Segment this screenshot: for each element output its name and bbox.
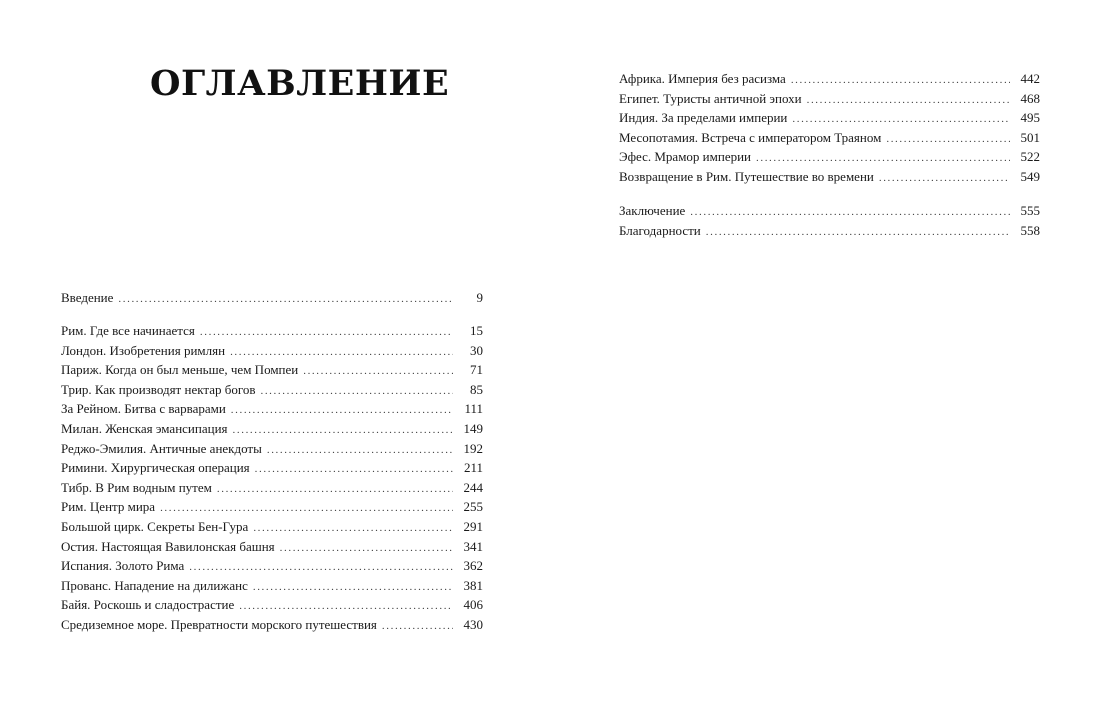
toc-entry-title: Римини. Хирургическая операция (61, 460, 250, 476)
toc-title: ОГЛАВЛЕНИЕ (150, 63, 450, 104)
toc-entry[interactable] (619, 221, 1040, 241)
toc-entry-title: Большой цирк. Секреты Бен-Гура (61, 518, 249, 534)
toc-outro-section (619, 201, 1040, 240)
toc-entry[interactable] (619, 167, 1040, 187)
toc-entry-page: 291 (463, 518, 483, 534)
toc-entry[interactable] (61, 399, 483, 419)
toc-entry-page: 15 (470, 323, 483, 338)
toc-entry-page: 71 (470, 362, 483, 378)
toc-entry[interactable] (61, 321, 483, 341)
dot-leader (382, 617, 453, 637)
toc-entry-title: За Рейном. Битва с варварами (61, 401, 226, 417)
toc-entry-title: Благодарности (619, 222, 701, 238)
toc-entry-page: 558 (1020, 222, 1040, 238)
toc-entry-title: Средиземное море. Превратности морского путешествия (61, 616, 377, 632)
toc-entry-page: 111 (464, 401, 483, 417)
dot-leader (807, 91, 1010, 111)
dot-leader (267, 441, 453, 461)
toc-entry[interactable] (61, 439, 483, 459)
toc-entry[interactable] (619, 69, 1040, 89)
toc-entry-title: Париж. Когда он был меньше, чем Помпеи (61, 362, 299, 378)
toc-entry-title: Введение (61, 290, 114, 305)
dot-leader (280, 539, 453, 559)
toc-entry[interactable] (61, 458, 483, 478)
toc-entry-title: Милан. Женская эмансипация (61, 420, 228, 436)
toc-entry[interactable] (61, 537, 483, 557)
toc-entry-page: 549 (1020, 168, 1040, 184)
toc-entry-title: Заключение (619, 203, 686, 218)
toc-entry[interactable] (61, 360, 483, 380)
toc-entry-title: Эфес. Мрамор империи (619, 149, 751, 165)
toc-entry-page: 430 (463, 616, 483, 632)
toc-entry-page: 85 (470, 381, 483, 397)
toc-chapters-right (619, 69, 1040, 187)
right-page (550, 0, 1100, 713)
toc-entry-page: 555 (1020, 203, 1040, 218)
toc-entry-page: 406 (463, 597, 483, 613)
dot-leader (253, 519, 453, 539)
toc-entry-title: Байя. Роскошь и сладострастие (61, 597, 235, 613)
toc-intro-section (61, 288, 483, 308)
toc-entry-title: Прованс. Нападение на дилижанс (61, 577, 248, 593)
toc-entry-page: 9 (476, 290, 483, 305)
toc-entry[interactable] (619, 201, 1040, 221)
toc-entry-title: Возвращение в Рим. Путешествие во времени (619, 168, 874, 184)
toc-entry-title: Египет. Туристы античной эпохи (619, 90, 802, 106)
toc-entry[interactable] (619, 108, 1040, 128)
toc-chapters-left (61, 321, 483, 635)
toc-entry[interactable] (619, 89, 1040, 109)
toc-entry-title: Рим. Центр мира (61, 499, 156, 515)
toc-entry-page: 495 (1020, 110, 1040, 126)
dot-leader (791, 71, 1010, 91)
toc-entry[interactable] (61, 419, 483, 439)
dot-leader (118, 290, 453, 310)
toc-entry[interactable] (61, 556, 483, 576)
toc-entry-page: 341 (463, 538, 483, 554)
dot-leader (690, 203, 1010, 223)
toc-entry-page: 192 (463, 440, 483, 456)
toc-entry-page: 501 (1020, 129, 1040, 145)
toc-entry[interactable] (61, 497, 483, 517)
dot-leader (879, 169, 1010, 189)
dot-leader (217, 480, 453, 500)
dot-leader (253, 578, 453, 598)
toc-entry-page: 255 (463, 499, 483, 515)
toc-entry[interactable] (61, 380, 483, 400)
toc-entry-title: Индия. За пределами империи (619, 110, 788, 126)
dot-leader (260, 382, 453, 402)
toc-entry-page: 149 (463, 420, 483, 436)
dot-leader (303, 362, 453, 382)
toc-entry-title: Испания. Золото Рима (61, 558, 185, 574)
toc-entry-page: 30 (470, 342, 483, 358)
toc-entry-title: Остия. Настоящая Вавилонская башня (61, 538, 275, 554)
toc-entry-title: Рим. Где все начинается (61, 323, 195, 338)
toc-entry-page: 362 (463, 558, 483, 574)
dot-leader (231, 401, 453, 421)
toc-entry-page: 244 (463, 479, 483, 495)
toc-entry[interactable] (61, 576, 483, 596)
toc-entry[interactable] (619, 128, 1040, 148)
toc-entry-title: Месопотамия. Встреча с императором Траяном (619, 129, 882, 145)
dot-leader (886, 130, 1010, 150)
toc-entry-title: Африка. Империя без расизма (619, 71, 786, 86)
toc-entry[interactable] (61, 341, 483, 361)
dot-leader (255, 460, 453, 480)
toc-entry-page: 442 (1020, 71, 1040, 86)
dot-leader (706, 223, 1010, 243)
toc-entry[interactable] (61, 615, 483, 635)
toc-entry-title: Трир. Как производят нектар богов (61, 381, 256, 397)
toc-entry-page: 468 (1020, 90, 1040, 106)
toc-entry[interactable] (61, 595, 483, 615)
dot-leader (200, 323, 453, 343)
toc-entry[interactable] (619, 147, 1040, 167)
toc-entry-page: 381 (463, 577, 483, 593)
toc-entry-page: 522 (1020, 149, 1040, 165)
toc-entry-page: 211 (463, 460, 483, 476)
toc-entry[interactable] (61, 478, 483, 498)
toc-entry-title: Тибр. В Рим водным путем (61, 479, 212, 495)
toc-entry[interactable] (61, 288, 483, 308)
toc-entry-title: Лондон. Изобретения римлян (61, 342, 226, 358)
toc-entry-title: Реджо-Эмилия. Античные анекдоты (61, 440, 262, 456)
toc-entry[interactable] (61, 517, 483, 537)
